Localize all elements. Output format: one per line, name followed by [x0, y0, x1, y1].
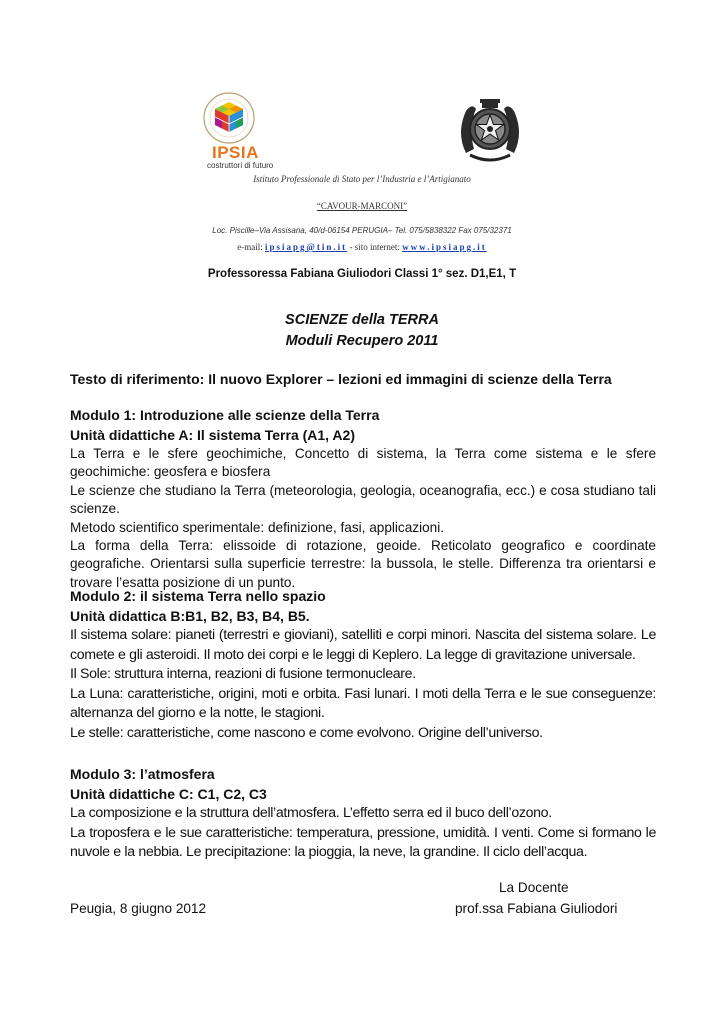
site-label: - sito internet:: [347, 242, 403, 252]
modulo-3-heading: Modulo 3: l’atmosfera: [70, 766, 215, 782]
signature-name: prof.ssa Fabiana Giuliodori: [455, 901, 618, 916]
modulo-3-paragraph: La composizione e la struttura dell’atmosfera. L’effetto serra ed il buco dell’ozono.: [70, 805, 552, 821]
modulo-2-section: [70, 587, 656, 743]
email-link[interactable]: ipsiapg@tin.it: [265, 242, 348, 252]
modulo-2-paragraph: La Luna: caratteristiche, origini, moti e orbita. Fasi lunari. I moti della Terra e le sue conseguenze: alternanza del giorno e la notte, le stagioni.: [70, 685, 656, 721]
modulo-3-section: [70, 765, 656, 863]
ipsia-cube-icon: [196, 90, 278, 150]
school-name-text: “CAVOUR-MARCONI”: [316, 201, 408, 211]
modulo-2-unit: Unità didattica B:B1, B2, B3, B4, B5.: [70, 607, 310, 624]
modulo-3-unit: Unità didattiche C: C1, C2, C3: [70, 785, 267, 802]
modulo-1-unit: Unità didattiche A: Il sistema Terra (A1, A2): [70, 426, 355, 443]
modulo-2-heading: Modulo 2: il sistema Terra nello spazio: [70, 588, 326, 604]
document-date: Peugia, 8 giugno 2012: [70, 901, 207, 916]
institute-name: Istituto Professionale di Stato per l’Industria e l’Artigianato: [253, 174, 471, 184]
reference-text: Testo di riferimento: Il nuovo Explorer – lezioni ed immagini di scienze della Terra: [70, 371, 612, 387]
modulo-2-paragraph: Il sistema solare: pianeti (terrestri e gioviani), satelliti e corpi minori. Nascita del sistema solare. Le comete e gli asteroidi. Il moto dei corpi e le leggi di Keplero. La legge di gravitazione universale.: [70, 627, 656, 663]
modulo-1-paragraph: La forma della Terra: elissoide di rotazione, geoide. Reticolato geografico e coordinate geografiche. Orientarsi sulla superficie terrestre: la bussola, le stelle. Differenza tra orientarsi e trovare l’esatta posizione di un punto.: [70, 538, 656, 590]
professor-line: Professoressa Fabiana Giuliodori Classi 1° sez. D1,E1, T: [207, 268, 517, 280]
modulo-1-paragraph: Le scienze che studiano la Terra (meteorologia, geologia, oceanografia, ecc.) e cosa studiano tali scienze.: [70, 482, 656, 517]
modulo-2-paragraph: Il Sole: struttura interna, reazioni di fusione termonucleare.: [70, 666, 416, 682]
school-name: [0, 201, 724, 211]
signature-role: La Docente: [499, 880, 569, 895]
school-address: Loc. Piscille–Via Assisana, 40/d-06154 PERUGIA– Tel. 075/5838322 Fax 075/32371: [212, 226, 512, 235]
modulo-1-section: [70, 406, 656, 592]
website-link[interactable]: www.ipsiapg.it: [402, 242, 487, 252]
contact-line: [0, 242, 724, 252]
modulo-2-paragraph: Le stelle: caratteristiche, come nascono e come evolvono. Origine dell’universo.: [70, 724, 543, 741]
italian-republic-emblem-icon: [452, 93, 528, 167]
modulo-3-paragraph: La troposfera e le sue caratteristiche: temperatura, pressione, umidità. I venti. Come si formano le nuvole e la nebbia. Le precipitazione: la pioggia, la neve, la grandine. Il ciclo dell’acqua.: [70, 824, 656, 860]
modulo-1-paragraph: Metodo scientifico sperimentale: definizione, fasi, applicazioni.: [70, 519, 445, 535]
document-title: SCIENZE della TERRA: [285, 312, 439, 328]
ipsia-logo-tagline: costruttori di futuro: [207, 161, 274, 170]
modulo-1-heading: Modulo 1: Introduzione alle scienze della Terra: [70, 407, 380, 423]
modulo-1-paragraph: La Terra e le sfere geochimiche, Concetto di sistema, la Terra come sistema e le sfere geochimiche: geosfera e biosfera: [70, 446, 656, 480]
ipsia-logo-name: IPSIA: [212, 143, 259, 162]
email-label: e-mail:: [237, 242, 266, 252]
document-subtitle: Moduli Recupero 2011: [285, 333, 439, 349]
